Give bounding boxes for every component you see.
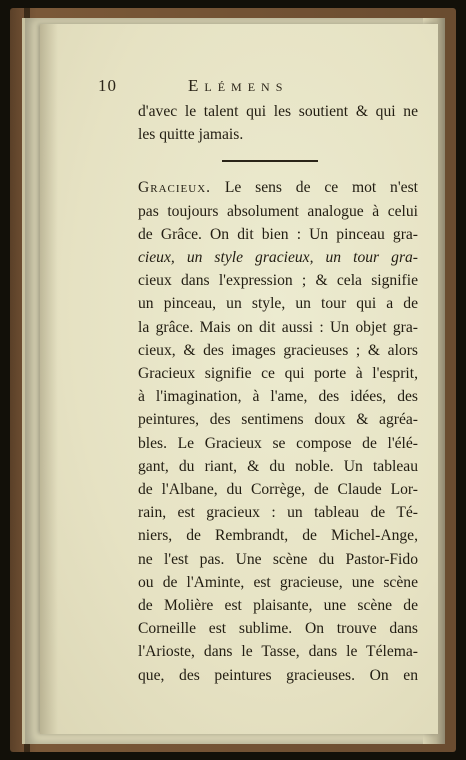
- text-line: de l'Albane, du Corrège, de Claude Lor-: [138, 481, 418, 499]
- text-line: ne l'est pas. Une scène du Pastor-Fido: [138, 550, 418, 568]
- page-text: [138, 100, 418, 687]
- text-line: bles. Le Gracieux se compose de l'élé-: [138, 434, 418, 452]
- text-line: ou de l'Aminte, est gracieuse, une scène: [138, 573, 418, 591]
- running-title: Elémens: [188, 76, 289, 95]
- text-line: gant, du riant, & du noble. Un tableau: [138, 457, 418, 475]
- text-line: cieux, & des images gracieuses ; & alors: [138, 341, 418, 359]
- page-number: 10: [98, 76, 117, 95]
- text-line: peintures, des sentimens doux & agréa-: [138, 411, 418, 429]
- text-line: que, des peintures gracieuses. On en: [138, 666, 418, 684]
- text-line: Gracieux signifie ce qui porte à l'esprit,: [138, 365, 418, 383]
- text-line: l'Arioste, dans le Tasse, dans le Télema-: [138, 643, 418, 661]
- headword: Gracieux.: [138, 179, 212, 197]
- text-line: cieux dans l'expression ; & cela signifie: [138, 272, 418, 290]
- text-line: de Grâce. On dit bien : Un pinceau gra-: [138, 225, 418, 243]
- text-line: de Molière est plaisante, une scène de: [138, 597, 418, 615]
- section-divider: [222, 160, 318, 162]
- text-line: Le sens de ce mot n'est: [211, 179, 418, 197]
- entry-first-line: [138, 176, 418, 199]
- running-header: [98, 76, 398, 100]
- text-line: un pinceau, un style, un tour qui a de: [138, 295, 418, 313]
- text-line: à l'imagination, à l'ame, des idées, des: [138, 388, 418, 406]
- text-line: d'avec le talent qui les soutient & qui ne: [138, 103, 418, 120]
- text-line: niers, de Rembrandt, de Michel-Ange,: [138, 527, 418, 545]
- text-line: la grâce. Mais on dit aussi : Un objet gra-: [138, 318, 418, 336]
- text-line: Corneille est sublime. On trouve dans: [138, 620, 418, 638]
- text-line: pas toujours absolument analogue à celui: [138, 202, 418, 220]
- text-line: les quitte jamais.: [138, 126, 244, 144]
- text-line: cieux, un style gracieux, un tour gra-: [138, 249, 418, 267]
- text-line: rain, est gracieux : un tableau de Té-: [138, 504, 418, 522]
- gutter-shadow: [40, 24, 58, 734]
